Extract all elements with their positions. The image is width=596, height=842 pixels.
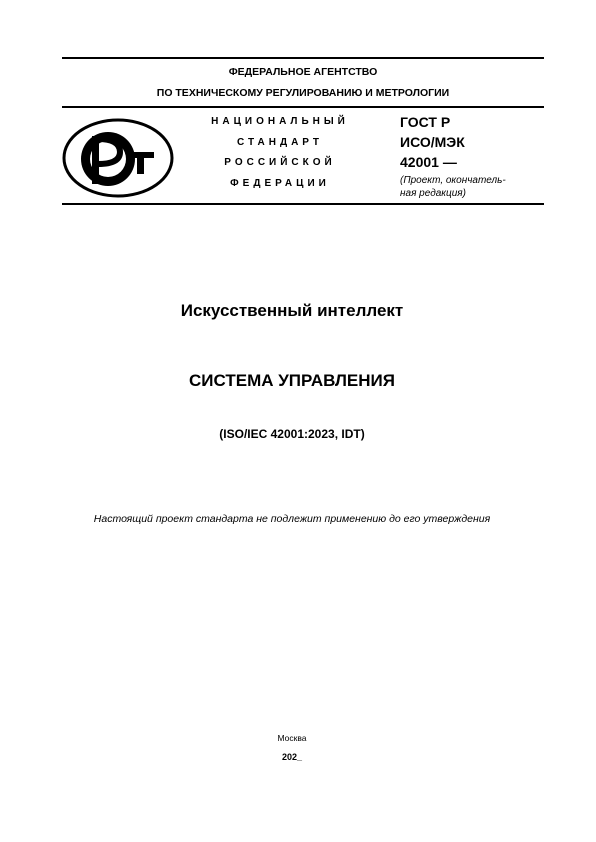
draft-note-line-2: ная редакция) bbox=[400, 188, 466, 199]
document-title: Искусственный интеллект bbox=[180, 301, 404, 320]
agency-line-2: ПО ТЕХНИЧЕСКОМУ РЕГУЛИРОВАНИЮ И МЕТРОЛОГИИ bbox=[156, 87, 450, 99]
top-rule bbox=[62, 57, 544, 59]
standard-type-line-1: НАЦИОНАЛЬНЫЙ bbox=[211, 116, 349, 127]
document-reference: (ISO/IEC 42001:2023, IDT) bbox=[219, 427, 365, 441]
draft-note-line-1: (Проект, окончатель- bbox=[400, 175, 506, 186]
designation-line-1: ГОСТ Р bbox=[400, 114, 451, 130]
standard-type-line-4: ФЕДЕРАЦИИ bbox=[230, 178, 330, 189]
publication-city: Москва bbox=[277, 733, 307, 743]
document-subtitle: СИСТЕМА УПРАВЛЕНИЯ bbox=[189, 371, 395, 390]
rst-logo-icon bbox=[62, 118, 174, 198]
designation-line-3: 42001 — bbox=[400, 154, 457, 170]
designation-line-2: ИСО/МЭК bbox=[400, 134, 465, 150]
agency-line-1: ФЕДЕРАЛЬНОЕ АГЕНТСТВО bbox=[228, 66, 378, 78]
standard-type-line-2: СТАНДАРТ bbox=[237, 137, 323, 148]
draft-notice: Настоящий проект стандарта не подлежит применению до его утверждения bbox=[93, 513, 491, 525]
agency-bottom-rule bbox=[62, 106, 544, 108]
standard-type-line-3: РОССИЙСКОЙ bbox=[224, 157, 336, 168]
publication-year: 202_ bbox=[281, 752, 303, 762]
header-bottom-rule bbox=[62, 203, 544, 205]
